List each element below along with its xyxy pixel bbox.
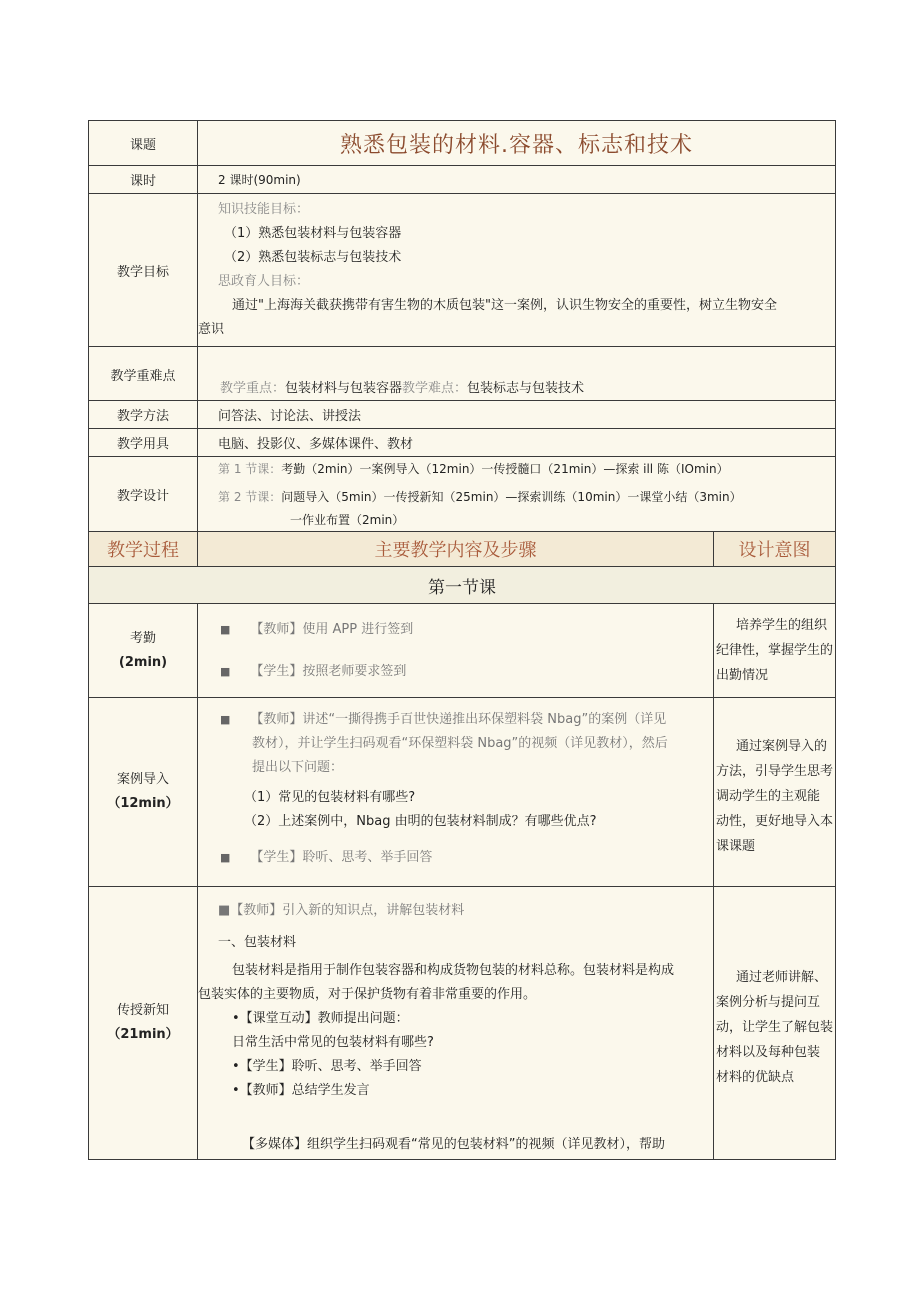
diff-prefix: 教学难点： (402, 381, 468, 396)
teach-para-1: 包装材料是指用于制作包装容器和构成货物包装的材料总称。包装材料是构成 (232, 963, 675, 978)
case-content (198, 698, 714, 887)
row-case-intro (89, 698, 836, 887)
design-label: 教学设计 (89, 457, 198, 532)
key-label: 教学重难点 (89, 347, 198, 401)
method-label: 教学方法 (89, 401, 198, 429)
row-tools (89, 429, 836, 457)
design-line-3: 一作业布置（2min） (290, 513, 405, 527)
attendance-student-text: 【学生】按照老师要求签到 (250, 663, 407, 679)
case-student-text: 【学生】聆听、思考、举手回答 (250, 850, 433, 865)
row-method (89, 401, 836, 429)
design-2-text: 问题导入（5min）一传授新知（25min）—探索训练（10min）一课堂小结（3min） (281, 490, 742, 504)
row-goals (89, 194, 836, 347)
bullet-icon: ■ (220, 664, 231, 678)
knowledge-item-1: （1）熟悉包装材料与包装容器 (224, 226, 402, 241)
key-cell (198, 347, 836, 401)
goals-cell (198, 194, 836, 347)
teach-intent-1: 通过老师讲解、 (736, 970, 828, 985)
ideology-title: 思政育人目标： (218, 274, 310, 289)
attendance-intent (714, 604, 836, 698)
hours-value: 2 课时(90min) (198, 166, 836, 194)
diff-text: 包装标志与包装技术 (467, 381, 585, 396)
row-design (89, 457, 836, 532)
case-label-cell (89, 698, 198, 887)
teach-para-2: 包装实体的主要物质，对于保护货物有着非常重要的作用。 (198, 987, 537, 1002)
teach-bullet-3: •【教师】总结学生发言 (232, 1083, 370, 1098)
case-question-1: （1）常见的包装材料有哪些? (244, 790, 416, 805)
attendance-label-cell (89, 604, 198, 698)
header-intent: 设计意图 (714, 532, 836, 567)
section-title: 第一节课 (89, 567, 836, 604)
teach-intro: ■【教师】引入新的知识点，讲解包装材料 (218, 903, 465, 918)
teach-media: 【多媒体】组织学生扫码观看“常见的包装材料”的视频（详见教材），帮助 (242, 1137, 665, 1152)
ideology-text-cont: 意识 (198, 322, 225, 337)
attendance-intent-2: 纪律性，掌握学生的 (716, 643, 834, 658)
design-line-2 (198, 485, 835, 509)
design-line-1 (198, 457, 835, 481)
case-intent-1: 通过案例导入的 (736, 739, 828, 754)
case-intent-3: 调动学生的主观能 (716, 789, 821, 804)
teach-time: （21min） (107, 1027, 179, 1042)
page-title: 熟悉包装的材料.容器、标志和技术 (198, 121, 836, 166)
design-1-prefix: 第 1 节课： (218, 462, 282, 476)
attendance-label: 考勤 (129, 630, 156, 646)
row-headers (89, 532, 836, 567)
teach-intent-5: 材料的优缺点 (716, 1070, 795, 1085)
design-cell (198, 457, 836, 532)
row-hours (89, 166, 836, 194)
teach-bullet-1-question: 日常生活中常见的包装材料有哪些? (232, 1035, 434, 1050)
teach-bullet-2: •【学生】聆听、思考、举手回答 (232, 1059, 422, 1074)
header-process: 教学过程 (89, 532, 198, 567)
row-section-1 (89, 567, 836, 604)
teach-intent (714, 887, 836, 1160)
case-intent-4: 动性，更好地导入本 (716, 814, 834, 829)
teach-bullet-1: •【课堂互动】教师提出问题： (232, 1011, 409, 1026)
teach-intent-3: 动，让学生了解包装 (716, 1020, 834, 1035)
header-content: 主要教学内容及步骤 (198, 532, 714, 567)
teach-intent-4: 材料以及每种包装 (716, 1045, 821, 1060)
case-time: （12min） (107, 796, 179, 811)
attendance-intent-1: 培养学生的组织 (736, 618, 828, 633)
tools-value: 电脑、投影仪、多媒体课件、教材 (198, 429, 836, 457)
hours-label: 课时 (89, 166, 198, 194)
case-student (220, 846, 713, 870)
teach-content (198, 887, 714, 1160)
case-intent-2: 方法，引导学生思考 (716, 764, 834, 779)
row-attendance (89, 604, 836, 698)
attendance-intent-3: 出勤情况 (716, 668, 769, 683)
case-teacher-1 (220, 708, 713, 732)
ideology-text: 通过"上海海关截获携带有害生物的木质包装"这一案例，认识生物安全的重要性，树立生物安全 (232, 298, 777, 313)
case-teacher-text-3: 提出以下问题： (252, 760, 344, 775)
knowledge-item-2: （2）熟悉包装标志与包装技术 (224, 250, 402, 265)
case-question-2: （2）上述案例中，Nbag 由明的包装材料制成？有哪些优点? (244, 814, 597, 829)
key-text: 包装材料与包装容器 (285, 381, 403, 396)
teach-label: 传授新知 (116, 1003, 169, 1018)
case-intent (714, 698, 836, 887)
design-2-prefix: 第 2 节课： (218, 490, 282, 504)
lesson-plan-table (88, 120, 836, 1160)
case-label: 案例导入 (116, 772, 169, 787)
attendance-student (220, 660, 713, 684)
attendance-teacher-text: 【教师】使用 APP 进行签到 (250, 621, 414, 637)
bullet-icon: ■ (220, 622, 231, 636)
teach-label-cell (89, 887, 198, 1160)
case-teacher-text-1: 【教师】讲述“一撕得携手百世快递推出环保塑料袋 Nbag”的案例（详见 (250, 712, 667, 727)
bullet-icon: ■ (220, 851, 231, 864)
key-prefix: 教学重点： (220, 381, 286, 396)
attendance-time: (2min) (118, 654, 168, 670)
case-intent-5: 课课题 (716, 839, 756, 854)
topic-label: 课题 (89, 121, 198, 166)
design-1-text: 考勤（2min）一案例导入（12min）一传授髓口（21min）—探索 ill 陈（IOmin） (281, 462, 729, 476)
row-new-knowledge (89, 887, 836, 1160)
bullet-icon: ■ (220, 713, 231, 726)
knowledge-title: 知识技能目标： (218, 202, 310, 217)
teach-heading: 一、包装材料 (218, 935, 297, 950)
attendance-content (198, 604, 714, 698)
row-topic (89, 121, 836, 166)
case-teacher-text-2: 教材），并让学生扫码观看“环保塑料袋 Nbag”的视频（详见教材），然后 (252, 736, 668, 751)
attendance-teacher (220, 618, 713, 642)
method-value: 问答法、讨论法、讲授法 (198, 401, 836, 429)
tools-label: 教学用具 (89, 429, 198, 457)
goals-label: 教学目标 (89, 194, 198, 347)
row-key-points (89, 347, 836, 401)
teach-intent-2: 案例分析与提问互 (716, 995, 821, 1010)
